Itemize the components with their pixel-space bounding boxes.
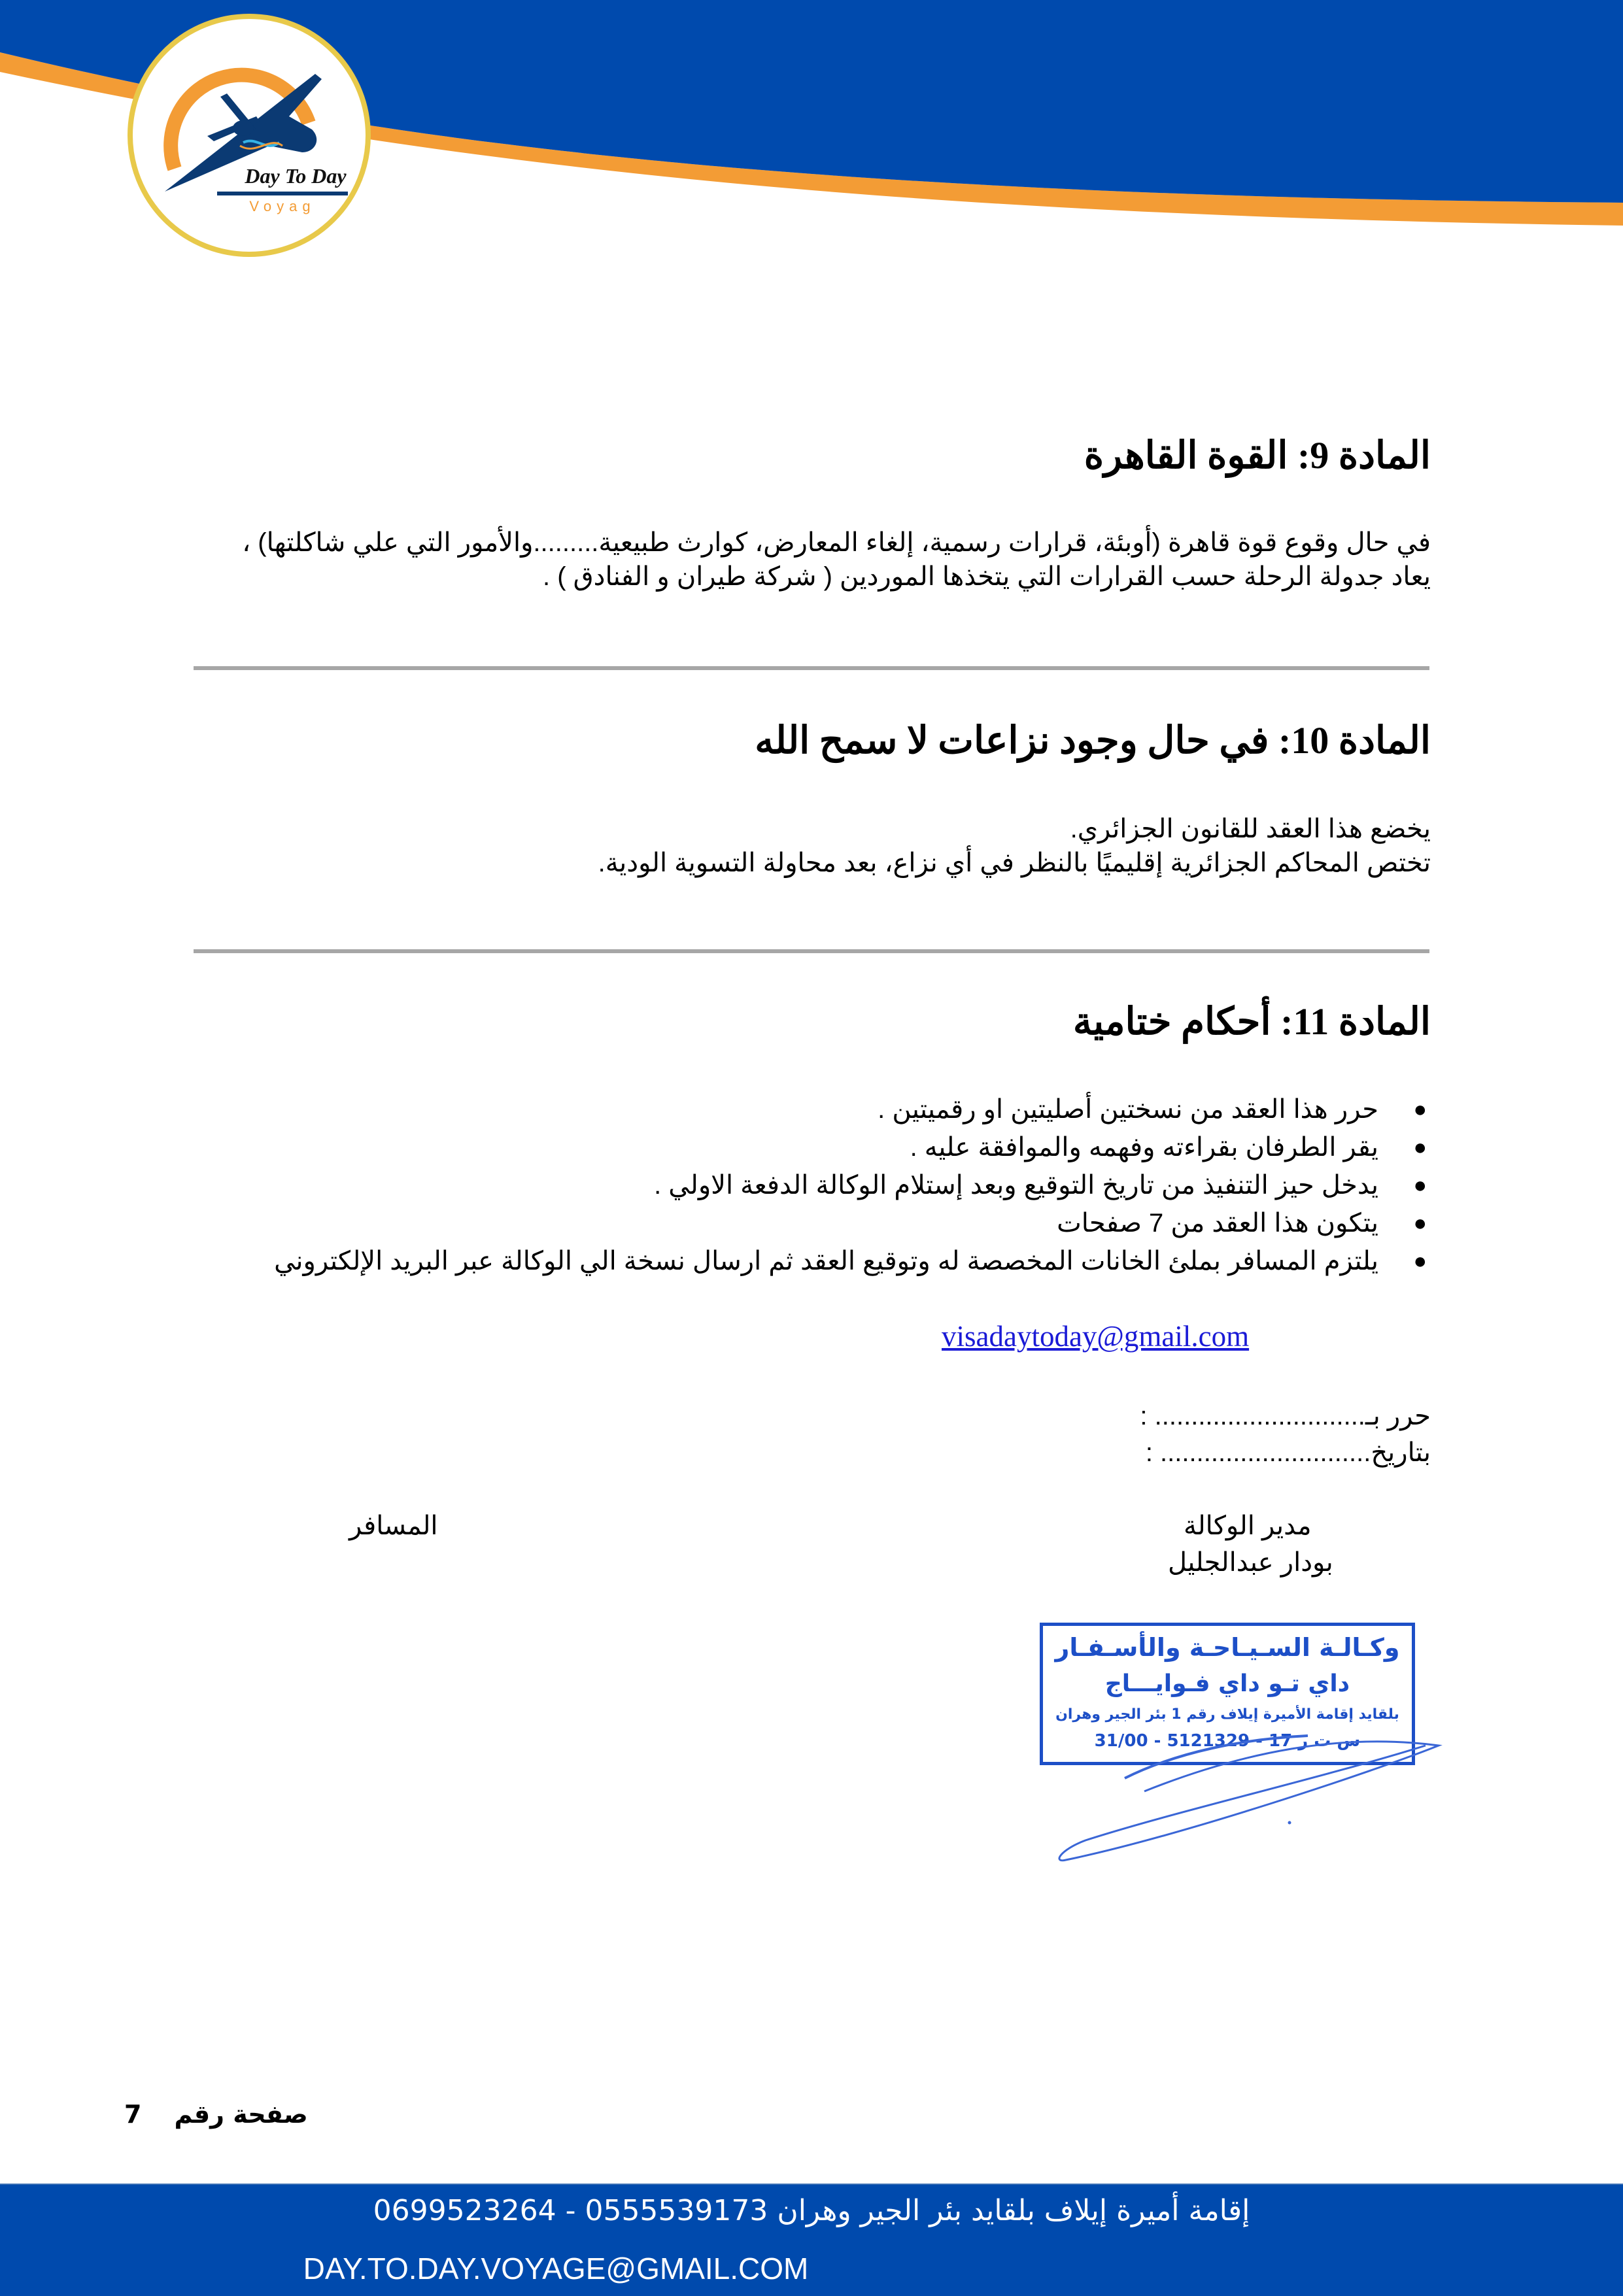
page-label: صفحة رقم xyxy=(174,2100,308,2129)
company-logo xyxy=(126,12,373,259)
article-10-text-line-2: تختص المحاكم الجزائرية إقليميًا بالنظر في أي نزاع، بعد محاولة التسوية الودية. xyxy=(598,849,1431,877)
bullet-icon: ● xyxy=(1413,1173,1427,1198)
list-item: ● يلتزم المسافر بملئ الخانات المخصصة له وتوقيع العقد ثم ارسال نسخة الي الوكالة عبر البريد الإلكتروني xyxy=(274,1242,1431,1280)
page-number-value: 7 xyxy=(124,2100,142,2129)
contact-email-link[interactable]: visadaytoday@gmail.com xyxy=(942,1320,1250,1353)
logo-brand-sub: Voyag xyxy=(249,198,316,214)
date-field: بتاريخ............................. : xyxy=(1145,1438,1431,1467)
written-at-field: حرر بـ............................. : xyxy=(1140,1402,1431,1430)
final-provisions-list xyxy=(274,1090,1431,1280)
list-item: ● يدخل حيز التنفيذ من تاريخ التوقيع وبعد إستلام الوكالة الدفعة الاولي . xyxy=(274,1166,1431,1204)
bullet-icon: ● xyxy=(1413,1249,1427,1274)
agency-manager-name: بودار عبدالجليل xyxy=(1168,1548,1333,1577)
section-divider xyxy=(194,666,1429,670)
stamp-line-2: داي تـو داي فـوايـــاج xyxy=(1104,1670,1350,1697)
footer-email: DAY.TO.DAY.VOYAGE@GMAIL.COM xyxy=(303,2252,809,2286)
traveler-title: المسافر xyxy=(349,1511,438,1540)
page-number xyxy=(124,2100,308,2129)
article-10-text-line-1: يخضع هذا العقد للقانون الجزائري. xyxy=(1070,815,1431,843)
list-item: ● يتكون هذا العقد من 7 صفحات xyxy=(274,1204,1431,1242)
stamp-line-4: س ت ر 17 - 5121329 - 31/00 xyxy=(1094,1731,1361,1751)
bullet-icon: ● xyxy=(1413,1097,1427,1122)
bullet-icon: ● xyxy=(1413,1211,1427,1236)
logo-brand-name: Day To Day xyxy=(245,164,347,188)
article-9-text-line-1: في حال وقوع قوة قاهرة (أوبئة، قرارات رسمية، إلغاء المعارض، كوارث طبيعية.........والأمور التي علي شاكلتها) ، xyxy=(242,528,1431,557)
list-item: ● حرر هذا العقد من نسختين أصليتين او رقميتين . xyxy=(274,1090,1431,1128)
footer-banner xyxy=(0,2184,1623,2296)
list-item: ● يقر الطرفان بقراءته وفهمه والموافقة عليه . xyxy=(274,1128,1431,1166)
handwritten-signature xyxy=(1046,1726,1452,1870)
article-10-heading: المادة 10: في حال وجود نزاعات لا سمح الله xyxy=(755,719,1431,762)
stamp-line-1: وكـالـة السـيـاحـة والأسـفـار xyxy=(1055,1633,1400,1662)
article-11-heading: المادة 11: أحكام ختامية xyxy=(1072,1000,1431,1043)
stamp-line-3: بلقايد إقامة الأميرة إيلاف رقم 1 بئر الجير وهران xyxy=(1055,1706,1399,1723)
section-divider xyxy=(194,949,1429,953)
article-9-text-line-2: يعاد جدولة الرحلة حسب القرارات التي يتخذها الموردين ( شركة طيران و الفنادق ) . xyxy=(542,562,1431,591)
agency-manager-title: مدير الوكالة xyxy=(1184,1511,1312,1540)
article-9-heading: المادة 9: القوة القاهرة xyxy=(1084,434,1431,477)
bullet-icon: ● xyxy=(1413,1135,1427,1160)
footer-address-phones: إقامة أميرة إيلاف بلقايد بئر الجير وهران 0555539173 - 0699523264 xyxy=(373,2194,1250,2227)
